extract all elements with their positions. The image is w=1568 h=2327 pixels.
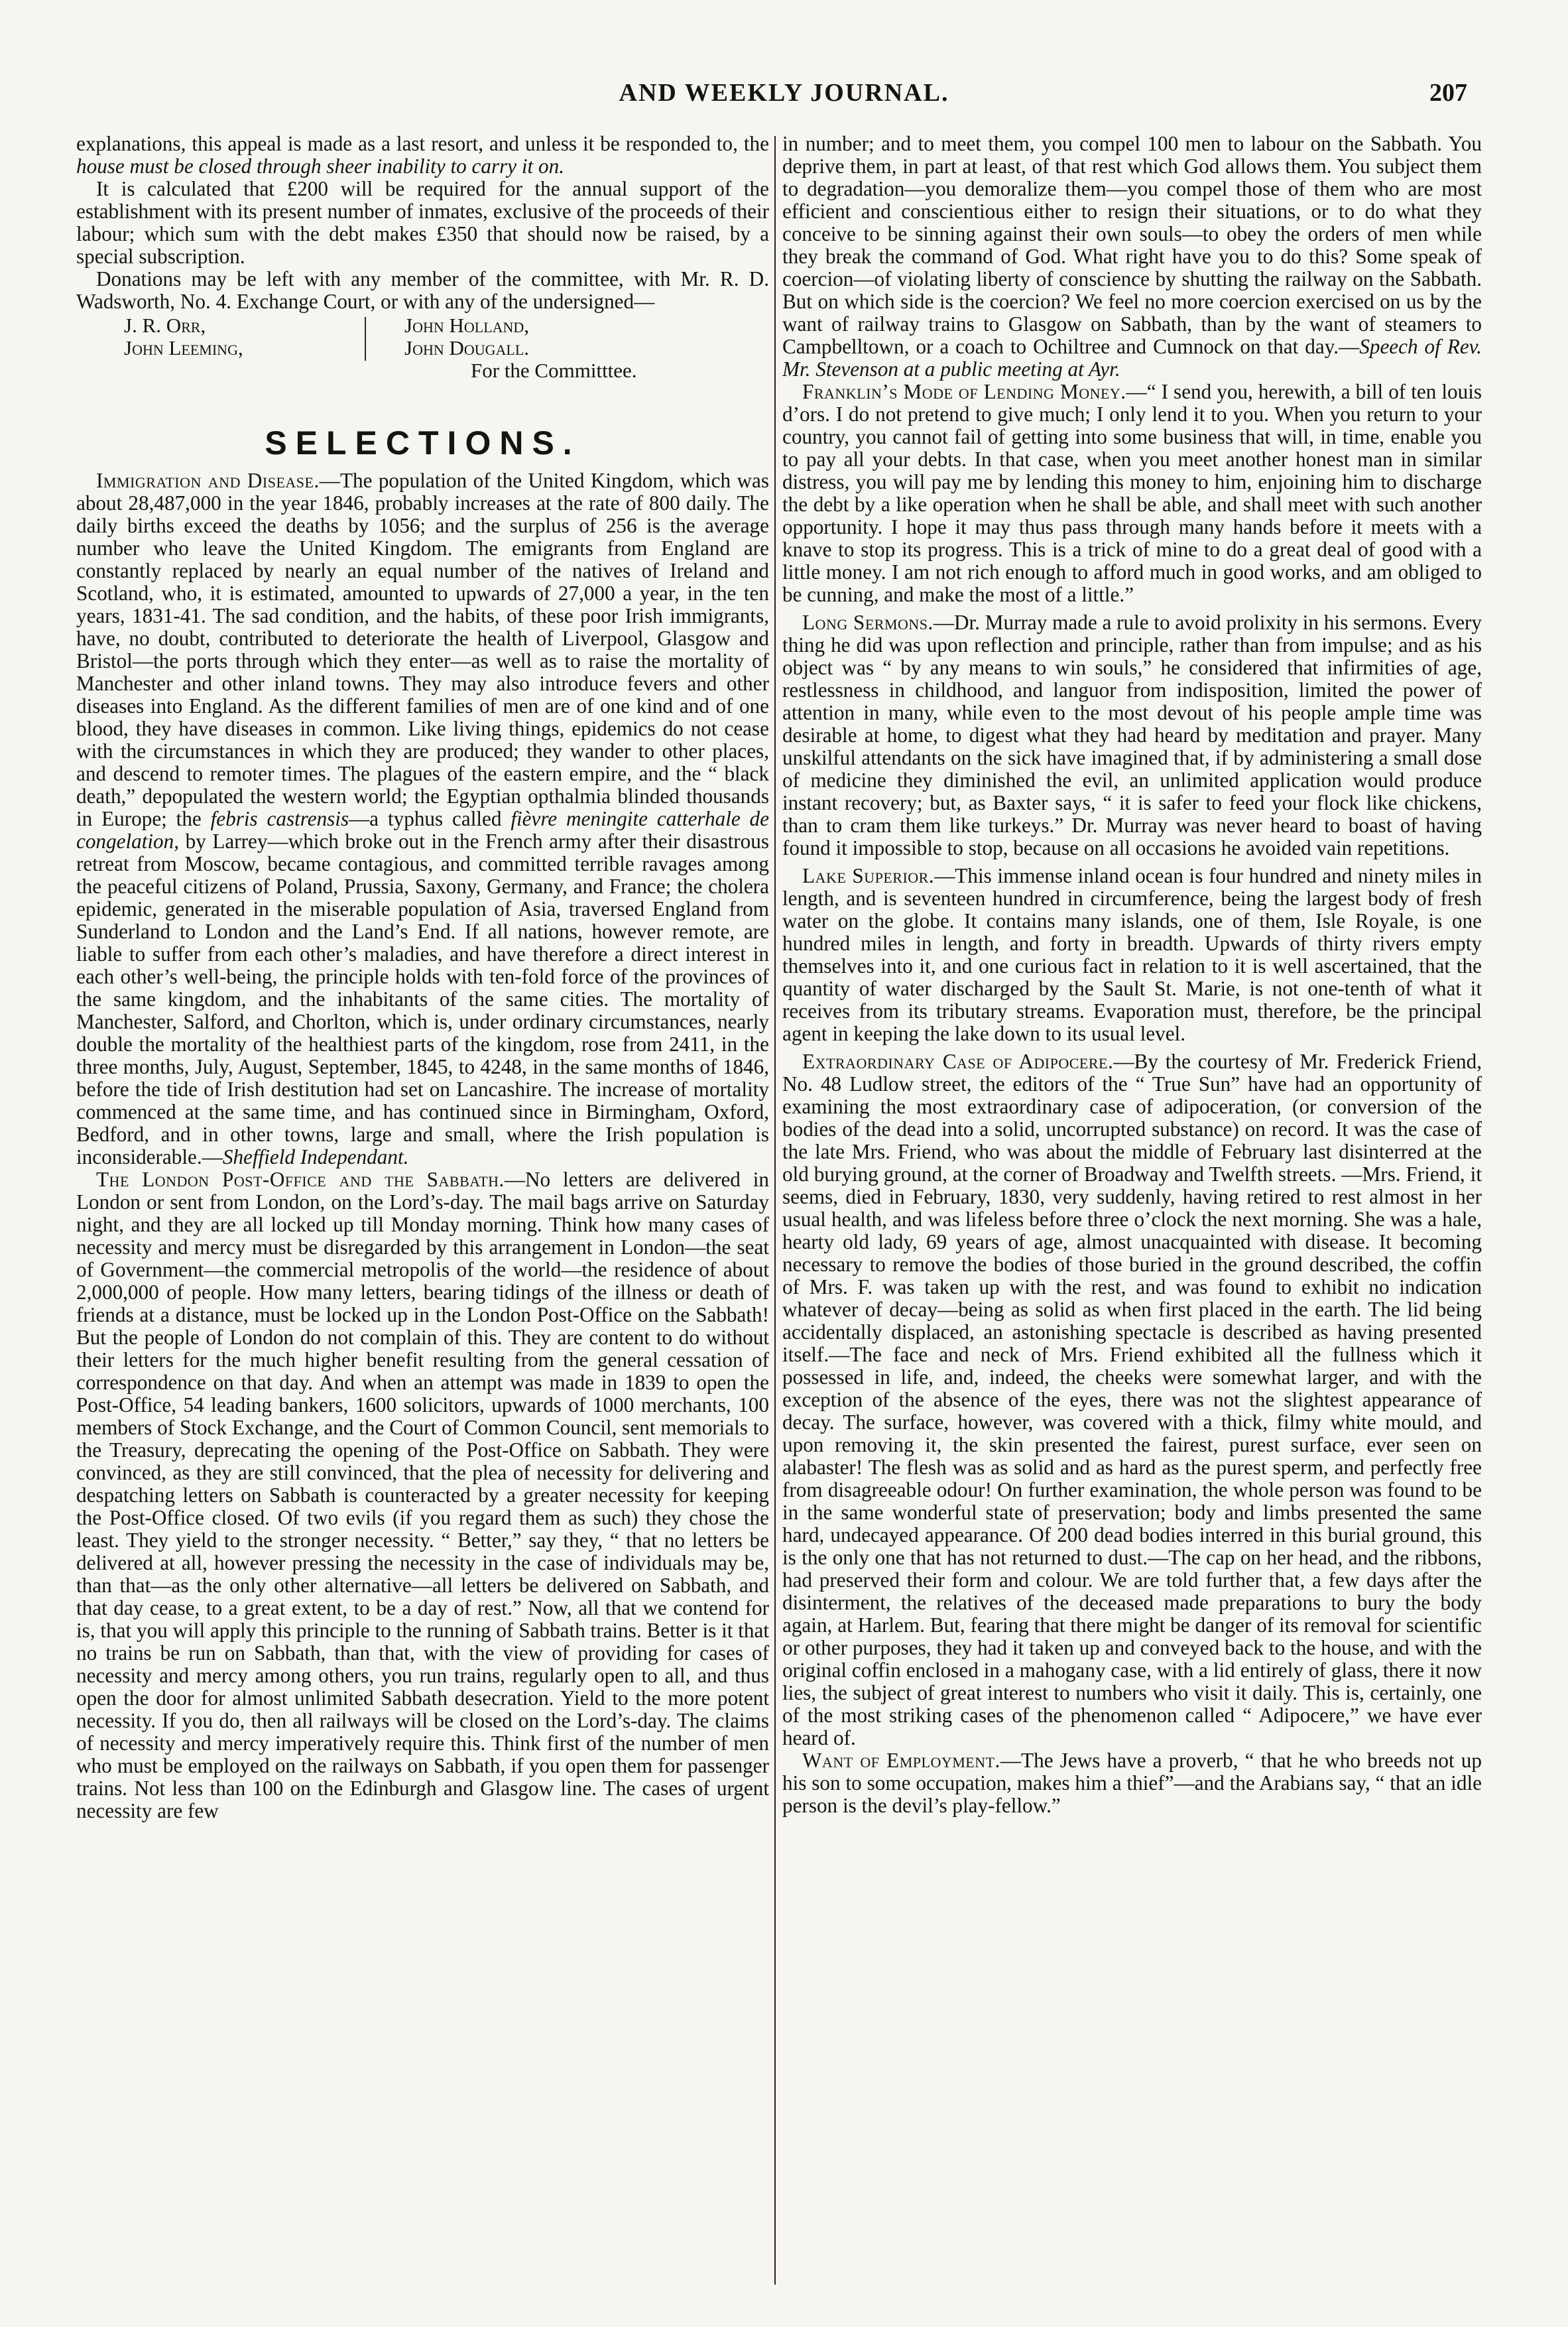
article-text: in number; and to meet them, you compel 100 men to labour on the Sabbath. You deprive them, in part at least, of that rest which God allows them. You subject them to degradation—you demoralize them—you compel those of them who are most efficient and conscientious either to resign their situations, or to do what they conceive to be sinning against their own souls—to obey the orders of men while they break the command of God. What right have you to do this? Some speak of coercion—of violating liberty of conscience by shutting the railway on the Sabbath. But on which side is the coercion? We feel no more coercion exercised on us by the want of railway trains to Glasgow on Sabbath, than by the want of steamers to Campbelltown, or a coach to Ochiltree and Cumnock on that day.— [782,133,1482,358]
article-lead: Long Sermons. [802,611,934,634]
appeal-donations-paragraph: Donations may be left with any member of the committee, with Mr. R. D. Wadsworth, No. 4. Exchange Court, or with any of the undersigned— [76,267,769,313]
article-text: —No letters are delivered in London or sent from London, on the Lord’s-day. The mail bags arrive on Saturday night, and they are all locked up till Monday morning. Think how many cases of necessity and mercy must be disregarded by this arrangement in London—the seat of Government—the commercial metropolis of the world—the residence of about 2,000,000 of people. How many letters, bearing tidings of the illness or death of friends at a distance, must be locked up in the London Post-Office on the Sabbath! But the people of London do not complain of this. They are content to do without their letters for the much higher benefit resulting from the general cessation of correspondence on that day. And when an attempt was made in 1839 to open the Post-Office, 54 leading bankers, 1600 solicitors, upwards of 1000 merchants, 100 members of Stock Exchange, and the Court of Common Council, sent memorials to the Treasury, deprecating the opening of the Post-Office on Sabbath. They were convinced, as they are still convinced, that the plea of necessity for delivering and despatching letters on Sabbath is counteracted by a greater necessity for keeping the Post-Office closed. Of two evils (if you regard them as such) they chose the least. They yield to the stronger necessity. “ Better,” say they, “ that no letters be delivered at all, however pressing the necessity in the case of individuals may be, than that—as the only other alternative—all letters be delivered on Sabbath, and that day cease, to a great extent, to be a day of rest.” Now, all that we contend for is, that you will apply this principle to the running of Sabbath trains. Better is it that no trains be run on Sabbath, than that, with the view of providing for cases of necessity and mercy among others, you run trains, regularly open to all, and thus open the door for almost unlimited Sabbath desecration. Yield to the more potent necessity. If you do, then all railways will be closed on the Lord’s-day. The claims of necessity and mercy imperatively require this. Think first of the number of men who must be employed on the railways on Sabbath, if you open them for passenger trains. Not less than 100 on the Edinburgh and Glasgow line. The cases of urgent necessity are few [76,1168,769,1822]
appeal-paragraph [76,133,769,178]
article-text: —The population of the United Kingdom, which was about 28,487,000 in the year 1846, probably increases at the rate of 800 daily. The daily births exceed the deaths by 1056; and the surplus of 256 is the average number who leave the United Kingdom. The emigrants from England are constantly replaced by nearly an equal number of the natives of Ireland and Scotland, who, it is estimated, amounted to upwards of 27,000 a year, in the ten years, 1831-41. The sad condition, and the habits, of these poor Irish immigrants, have, no doubt, contributed to deteriorate the health of Liverpool, Glasgow and Bristol—the ports through which they enter—as well as to raise the mortality of Manchester and other inland towns. They may also introduce fevers and other diseases into England. As the different families of men are of one kind and of one blood, they have diseases in common. Like living things, epidemics do not cease with the circumstances in which they are produced; they wander to other places, and descend to remoter times. The plagues of the eastern empire, and the “ black death,” depopulated the western world; the Egyptian opthalmia blinded thousands in Europe; the [76,469,769,830]
article-text: —“ I send you, herewith, a bill of ten louis d’ors. I do not pretend to give much; I only lend it to you. When you return to your country, you cannot fail of getting into some business that will, in time, enable you to pay all your debts. In that case, when you meet another honest man in similar distress, you will pay me by lending this money to him, enjoining him to discharge the debt by a like operation when he shall be able, and shall meet with such another opportunity. I hope it may thus pass through many hands before it meets with a knave to stop its progress. This is a trick of mine to do a great deal of good with a little money. I am not rich enough to afford much in good works, and am obliged to be cunning, and make the most of a little.” [782,380,1482,606]
appeal-text: explanations, this appeal is made as a last resort, and unless it be responded to, the [76,133,769,155]
page-number: 207 [1429,79,1467,107]
article-lead: Want of Employment. [802,1749,1000,1772]
signature-divider [365,317,366,361]
column-rule [774,136,776,2285]
signature-column-right [404,314,529,359]
article-attribution: Speech of Rev. Mr. Stevenson at a public meeting at Ayr. [782,335,1482,381]
article-attribution: Sheffield Independant. [222,1145,409,1168]
article-italic: febris castrensis [210,807,349,830]
signature-column-left [124,314,243,359]
article-lead: The London Post-Office and the Sabbath. [96,1168,505,1191]
signature-dougall: John Dougall. [404,336,530,359]
article-adipocere [782,1050,1482,1749]
article-lake-superior [782,865,1482,1045]
article-post-office [76,1168,769,1822]
running-head [0,78,1568,118]
signature-leeming: John Leeming, [124,336,243,359]
article-text: —Dr. Murray made a rule to avoid prolixity in his sermons. Every thing he did was upon reflection and principle, rather than from impulse; and as his object was “ by any means to win souls,” he considered that infirmities of age, restlessness in childhood, and languor from indisposition, limited the power of attention in many, while even to the most devout of his people ample time was desirable at home, to digest what they had heard by meditation and prayer. Many unskilful attendants on the sick have imagined that, if by administering a small dose of medicine they diminished the evil, an unlimited application would produce instant recovery; but, as Baxter says, “ it is safer to feed your flock like chickens, than to cram them like turkeys.” Dr. Murray was never heard to boast of having found it impossible to stop, because on all occasions he avoided vain repetitions. [782,611,1482,859]
running-title: AND WEEKLY JOURNAL. [619,79,949,107]
left-column [76,133,769,2288]
article-lead: Franklin’s Mode of Lending Money. [802,380,1126,403]
section-heading: SELECTIONS. [265,424,581,462]
article-want-of-employment [782,1749,1482,1817]
article-lead: Extraordinary Case of Adipocere. [802,1050,1114,1073]
article-lead: Immigration and Disease. [96,469,320,492]
appeal-emphasis: house must be closed through sheer inability to carry it on. [76,155,564,178]
article-franklin [782,381,1482,606]
article-long-sermons [782,611,1482,859]
signatures [76,314,769,385]
article-italic: fièvre meningite catterhale de congelation, [76,807,769,853]
article-lead: Lake Superior. [802,864,935,887]
article-text: —The Jews have a proverb, “ that he who breeds not up his son to some occupation, makes him a thief”—and the Arabians say, “ that an idle person is the devil’s play-fellow.” [782,1749,1482,1817]
article-post-office-continued [782,133,1482,381]
article-text: —a typhus called [349,807,511,830]
right-column [782,133,1482,2288]
signature-orr: J. R. Orr, [124,314,206,337]
article-immigration [76,470,769,1168]
signature-holland: John Holland, [404,314,530,337]
article-text: —This immense inland ocean is four hundred and ninety miles in length, and is seventeen hundred in circumference, being the largest body of fresh water on the globe. It contains many islands, one of them, Isle Royale, is one hundred miles in length, and forty in breadth. Upwards of thirty rivers empty themselves into it, and one curious fact in relation to it is well ascertained, that the quantity of water discharged by the Sault St. Marie, is not one-tenth of what it receives from its tributary streams. Evaporation must, therefore, be the principal agent in keeping the lake down to its usual level. [782,864,1482,1045]
signature-footer: For the Committtee. [471,359,637,382]
article-text: —By the courtesy of Mr. Frederick Friend, No. 48 Ludlow street, the editors of the “ True Sun” have had an opportunity of examining the most extraordinary case of adipoceration, (or conversion of the bodies of the dead into a solid, uncorrupted substance) on record. It was the case of the late Mrs. Friend, who was about the middle of February last disinterred at the old burying ground, at the corner of Broadway and Twelfth streets. —Mrs. Friend, it seems, died in February, 1830, very suddenly, having retired to rest almost in her usual health, and was lifeless before three o’clock the next morning. She was a hale, hearty old lady, 69 years of age, almost unacquainted with disease. It becoming necessary to remove the bodies of those buried in the ground described, the coffin of Mrs. F. was taken up with the rest, and was found to exhibit no indication whatever of decay—being as solid as when first placed in the earth. The lid being accidentally displaced, an astonishing spectacle is described as having presented itself.—The face and neck of Mrs. Friend exhibited all the fullness which it possessed in life, and, indeed, the cheeks were somewhat larger, and with the exception of the absence of the eyes, there was not the slightest appearance of decay. The surface, however, was covered with a thick, filmy white mould, and upon removing it, the skin presented the fairest, purest surface, ever seen on alabaster! The flesh was as solid and as hard as the purest sperm, and perfectly free from disagreeable odour! On further examination, the whole person was found to be in the same wonderful state of preservation; body and limbs presented the same hard, undecayed appearance. Of 200 dead bodies interred in this burial ground, this is the only one that has not returned to dust.—The cap on her head, and the ribbons, had preserved their form and colour. We are told further that, a few days after the disinterment, the relatives of the deceased made preparations to bury the body again, at Harlem. But, fearing that there might be danger of its removal for scientific or other purposes, they had it taken up and conveyed back to the house, and with the original coffin enclosed in a mahogany case, with a lid entirely of glass, there it now lies, the subject of great interest to numbers who visit it daily. This is, certainly, one of the most striking cases of the phenomenon called “ Adipocere,” we have ever heard of. [782,1050,1482,1749]
article-text: by Larrey—which broke out in the French army after their disastrous retreat from Moscow, became contagious, and committed terrible ravages among the peaceful citizens of Poland, Prussia, Saxony, Germany, and France; the cholera epidemic, generated in the miserable population of Asia, traversed England from Sunderland to London and the Land’s End. If all nations, however remote, are liable to suffer from each other’s maladies, and have therefore a direct interest in each other’s well-being, the principle holds with ten-fold force of the provinces of the same kingdom, and the inhabitants of the same cities. The mortality of Manchester, Salford, and Chorlton, which is, under ordinary circumstances, nearly double the mortality of the healthiest parts of the kingdom, rose from 2411, in the three months, July, August, September, 1845, to 4248, in the same months of 1846, before the tide of Irish destitution had set on Lancashire. The increase of mortality commenced at the same time, and has continued since in Birmingham, Oxford, Bedford, and in other towns, large and small, where the Irish population is inconsiderable.— [76,830,769,1168]
appeal-cost-paragraph: It is calculated that £200 will be required for the annual support of the establishment with its present number of inmates, exclusive of the proceeds of their labour; which sum with the debt makes £350 that should now be raised, by a special subscription. [76,177,769,268]
